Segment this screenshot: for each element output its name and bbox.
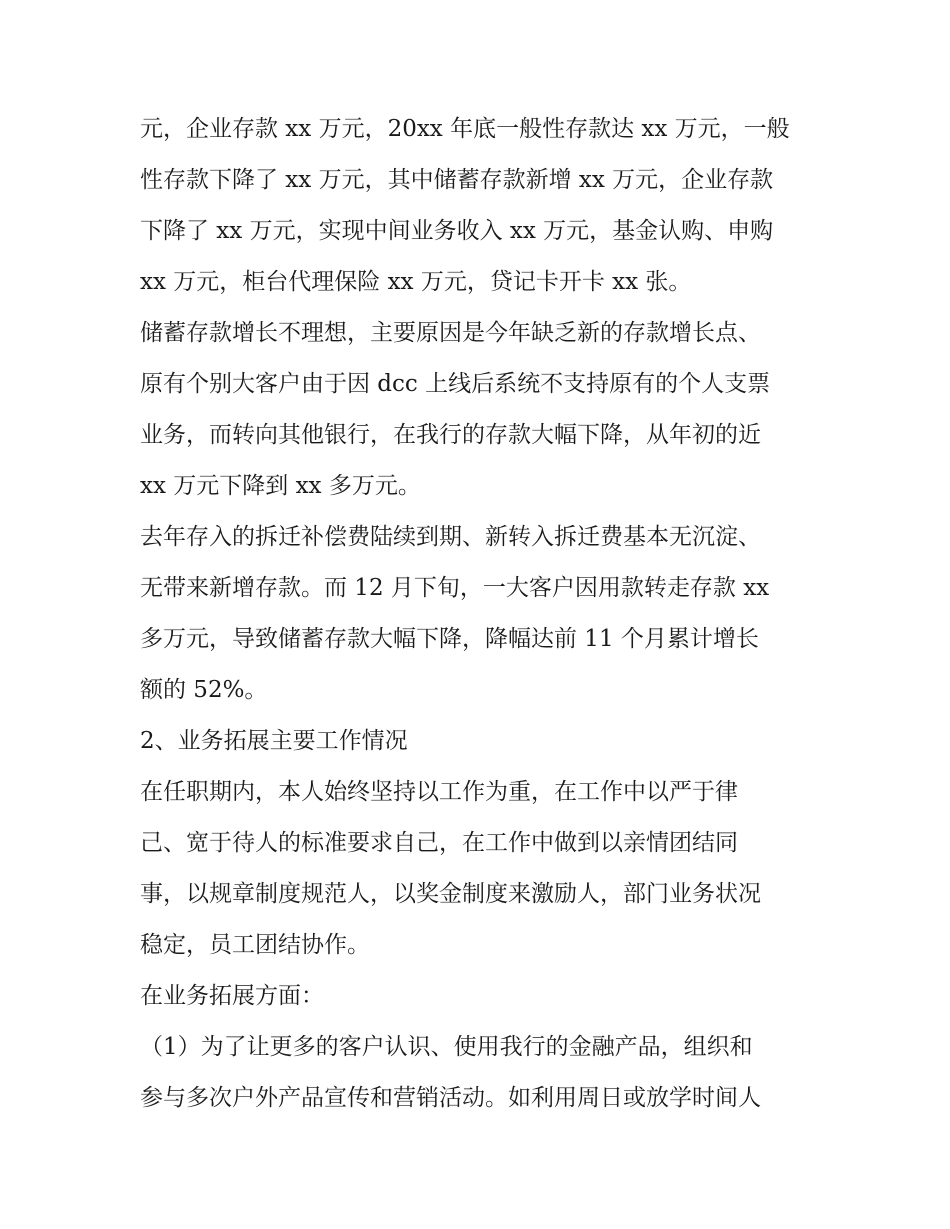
text-line: 储蓄存款增长不理想，主要原因是今年缺乏新的存款增长点、 [140, 320, 761, 346]
text-line: 己、宽于待人的标准要求自己，在工作中做到以亲情团结同 [140, 830, 738, 856]
text-line: 元，企业存款 xx 万元，20xx 年底一般性存款达 xx 万元，一般 [140, 116, 790, 142]
text-line: 业务，而转向其他银行，在我行的存款大幅下降，从年初的近 [140, 422, 761, 448]
text-line: 性存款下降了 xx 万元，其中储蓄存款新增 xx 万元，企业存款 [140, 167, 774, 193]
text-line: 在任职期内，本人始终坚持以工作为重，在工作中以严于律 [140, 779, 738, 805]
text-line: xx 万元下降到 xx 多万元。 [140, 473, 421, 499]
text-line: 原有个别大客户由于因 dcc 上线后系统不支持原有的个人支票 [140, 371, 771, 397]
text-line: 参与多次户外产品宣传和营销活动。如利用周日或放学时间人 [140, 1085, 761, 1111]
document-body [140, 104, 820, 1124]
text-line: 无带来新增存款。而 12 月下旬，一大客户因用款转走存款 xx [140, 575, 770, 601]
text-line: 稳定，员工团结协作。 [140, 932, 370, 958]
text-line: 额的 52%。 [140, 677, 268, 703]
text-line: xx 万元，柜台代理保险 xx 万元，贷记卡开卡 xx 张。 [140, 269, 692, 295]
list-item-line: （1）为了让更多的客户认识、使用我行的金融产品，组织和 [140, 1034, 753, 1060]
text-line: 去年存入的拆迁补偿费陆续到期、新转入拆迁费基本无沉淀、 [140, 524, 761, 550]
text-line: 下降了 xx 万元，实现中间业务收入 xx 万元，基金认购、申购 [140, 218, 774, 244]
section-heading: 2、业务拓展主要工作情况 [140, 728, 408, 754]
text-line: 多万元，导致储蓄存款大幅下降，降幅达前 11 个月累计增长 [140, 626, 759, 652]
text-line: 事，以规章制度规范人，以奖金制度来激励人，部门业务状况 [140, 881, 761, 907]
text-line: 在业务拓展方面： [140, 983, 324, 1009]
